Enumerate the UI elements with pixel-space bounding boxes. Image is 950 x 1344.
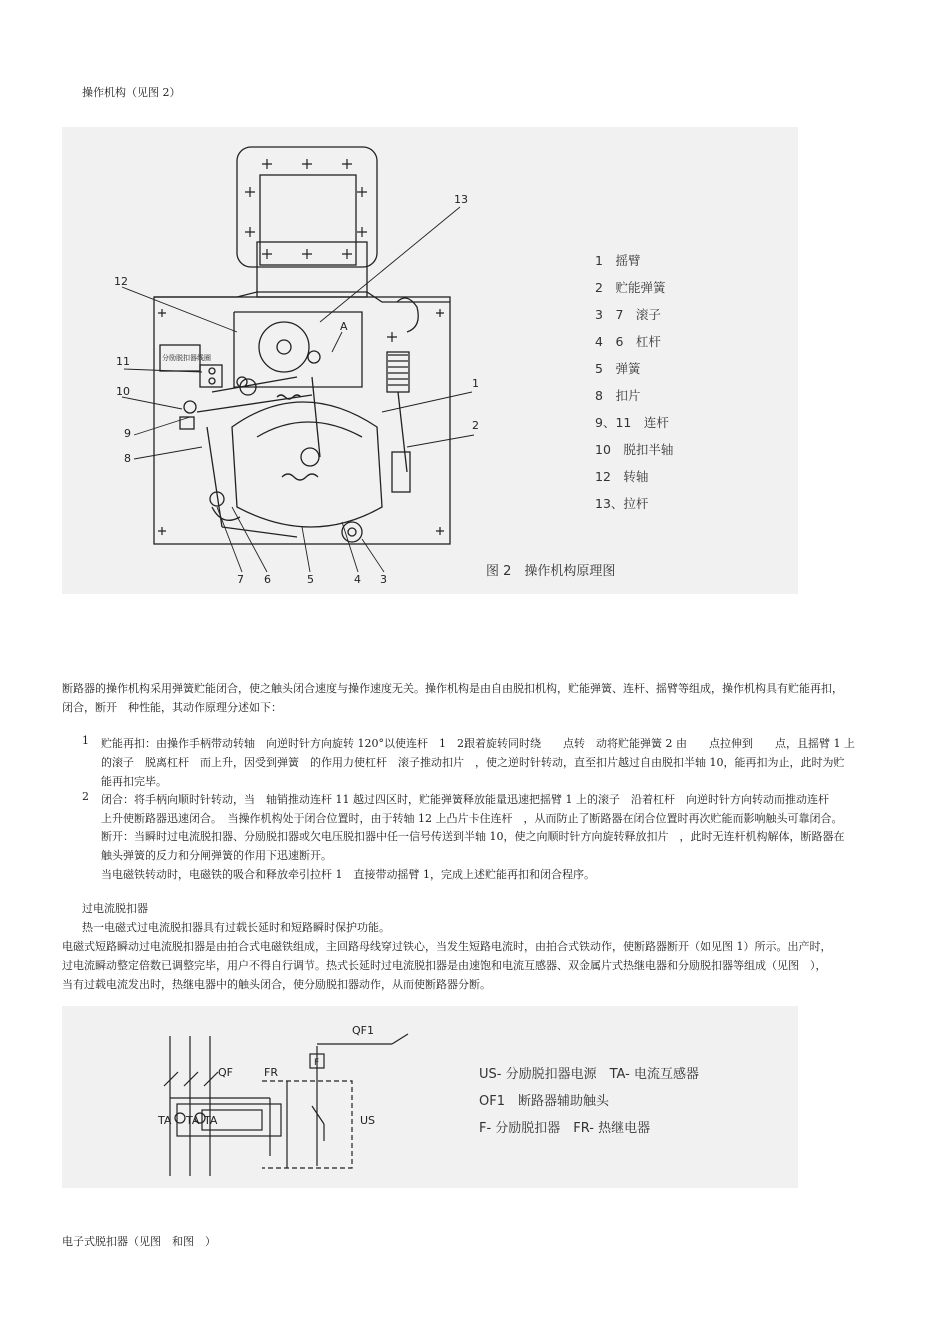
label-us: US <box>360 1114 376 1127</box>
figure-caption: 图 2 操作机构原理图 <box>486 564 616 579</box>
circuit-legend-line: OF1 断路器辅助触头 <box>479 1094 609 1109</box>
callout-A: A <box>340 320 348 333</box>
callout-9: 9 <box>124 427 131 440</box>
label-qf1: QF1 <box>352 1024 374 1037</box>
paragraph-line: 电磁式短路瞬动过电流脱扣器是由拍合式电磁铁组成，主回路母线穿过铁心，当发生短路电流时，由拍合式铁动作，使断路器断开（如见图 1）所示。出产时， <box>62 940 832 953</box>
item-line: 触头弹簧的反力和分闸弹簧的作用下迅速断开。 <box>101 849 332 862</box>
label-ta: TA <box>158 1114 172 1127</box>
item-line: 断开：当瞬时过电流脱扣器、分励脱扣器或欠电压脱扣器中任一信号传送到半轴 10，使之向顺时针方向旋转释放扣片 ，此时无连杆机构解体，断路器在 <box>101 830 845 843</box>
figure-circuit <box>62 1006 798 1188</box>
figure-operating-mechanism <box>62 127 798 594</box>
legend-item: 12 转轴 <box>595 469 649 484</box>
item-line: 当电磁铁转动时，电磁铁的吸合和释放牵引拉杆 1 直接带动摇臂 1，完成上述贮能再扣和闭合程序。 <box>101 868 595 881</box>
callout-7: 7 <box>237 573 244 586</box>
callout-10: 10 <box>116 385 130 398</box>
coil-label: 分励脱扣器线圈 <box>162 354 211 362</box>
legend-item: 1 摇臂 <box>595 253 641 268</box>
mechanism-diagram <box>62 127 798 594</box>
callout-4: 4 <box>354 573 361 586</box>
callout-12: 12 <box>114 275 128 288</box>
callout-5: 5 <box>307 573 314 586</box>
label-ta: TA <box>204 1114 218 1127</box>
legend-item: 9、11 连杆 <box>595 415 669 430</box>
callout-11: 11 <box>116 355 130 368</box>
legend-item: 2 贮能弹簧 <box>595 280 666 295</box>
paragraph-line: 过电流瞬动整定倍数已调整完毕，用户不得自行调节。热式长延时过电流脱扣器是由速饱和电流互感器、双金属片式热继电器和分励脱扣器等组成（见图 ）， <box>62 959 827 972</box>
callout-1: 1 <box>472 377 479 390</box>
item-line: 上升使断路器迅速闭合。 当操作机构处于闭合位置时，由于转轴 12 上凸片卡住连杆 ，从而防止了断路器在闭合位置时再次贮能而影响触头可靠闭合。 <box>101 812 843 825</box>
item-line: 的滚子 脱离杠杆 而上升，因受到弹簧 的作用力使杠杆 滚子推动扣片 ，使之逆时针转动，直至扣片越过自由脱扣半轴 10，能再扣为止，此时为贮 <box>101 756 845 769</box>
legend-item: 4 6 杠杆 <box>595 334 661 349</box>
circuit-legend-line: US- 分励脱扣器电源 TA- 电流互感器 <box>479 1067 699 1082</box>
section-title-overcurrent-release: 过电流脱扣器 <box>82 902 148 915</box>
paragraph-line: 当有过载电流发出时，热继电器中的触头闭合，使分励脱扣器动作，从而使断路器分断。 <box>62 978 491 991</box>
legend-item: 8 扣片 <box>595 388 641 403</box>
circuit-diagram <box>62 1006 798 1188</box>
item-line: 闭合：将手柄向顺时针转动，当 轴销推动连杆 11 越过四区时，贮能弹簧释放能量迅速把摇臂 1 上的滚子 沿着杠杆 向逆时针方向转动而推动连杆 <box>101 793 829 806</box>
intro-line: 断路器的操作机构采用弹簧贮能闭合，使之触头闭合速度与操作速度无关。操作机构是由自由脱扣机构，贮能弹簧、连杆、摇臂等组成，操作机构具有贮能再扣， <box>62 682 843 695</box>
callout-2: 2 <box>472 419 479 432</box>
section-title-electronic-release: 电子式脱扣器（见图 和图 ） <box>62 1235 216 1248</box>
label-ta: TA <box>186 1114 200 1127</box>
legend-item: 10 脱扣半轴 <box>595 442 674 457</box>
label-qf: QF <box>218 1066 233 1079</box>
list-number: 2 <box>82 790 89 803</box>
legend-item: 13、拉杆 <box>595 496 649 511</box>
legend-item: 3 7 滚子 <box>595 307 661 322</box>
list-number: 1 <box>82 734 89 747</box>
section-title-operating-mechanism: 操作机构（见图 2） <box>82 86 181 99</box>
label-fr: FR <box>264 1066 278 1079</box>
item-line: 能再扣完毕。 <box>101 775 167 788</box>
intro-line: 闭合，断开 种性能，其动作原理分述如下： <box>62 701 282 714</box>
callout-6: 6 <box>264 573 271 586</box>
circuit-legend-line: F- 分励脱扣器 FR- 热继电器 <box>479 1121 651 1136</box>
item-line: 贮能再扣：由操作手柄带动转轴 向逆时针方向旋转 120°以使连杆 1 2跟着旋转同时绕 点转 动将贮能弹簧 2 由 点拉伸到 点，且摇臂 1 上 <box>101 737 855 750</box>
callout-3: 3 <box>380 573 387 586</box>
callout-8: 8 <box>124 452 131 465</box>
callout-13: 13 <box>454 193 468 206</box>
paragraph-line: 热一电磁式过电流脱扣器具有过载长延时和短路瞬时保护功能。 <box>82 921 390 934</box>
label-f: F <box>314 1058 320 1068</box>
legend-item: 5 弹簧 <box>595 361 641 376</box>
